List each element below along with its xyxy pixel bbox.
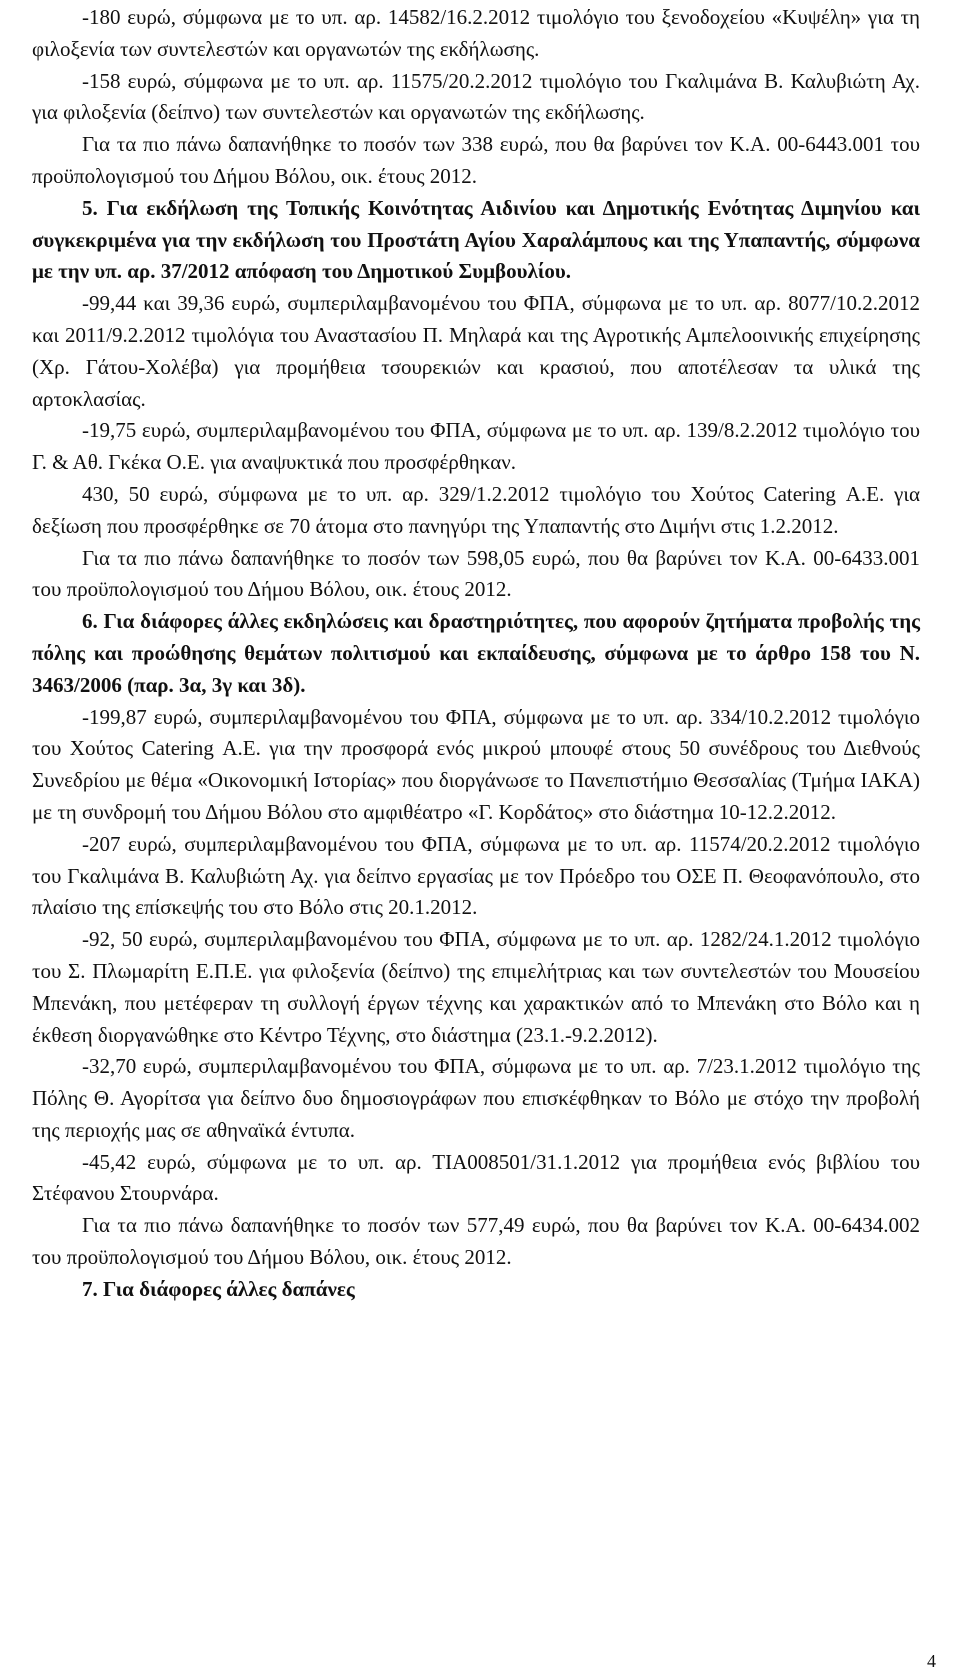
section-heading-5: 5. Για εκδήλωση της Τοπικής Κοινότητας Αιδινίου και Δημοτικής Ενότητας Διμηνίου και συγκεκριμένα για την εκδήλωση του Προστάτη Αγίου Χαραλάμπους και της Υπαπαντής, σύμφωνα με την υπ. αρ. 37/2012 απόφαση του Δημοτικού Συμβουλίου. — [32, 195, 920, 284]
paragraph-expense-benaki: -92, 50 ευρώ, συμπεριλαμβανομένου του ΦΠΑ, σύμφωνα με το υπ. αρ. 1282/24.1.2012 τιμολόγιο του Σ. Πλωμαρίτη Ε.Π.Ε. για φιλοξενία (δείπνο) της επιμελήτριας και των συντελεστών του Μουσείου Μπενάκη, που μετέφεραν τη συλλογή έργων τέχνης και χαρακτικών από το Μπενάκη στο Βόλο και η έκθεση διοργανώθηκε στο Κέντρο Τέχνης, στο διάστημα (23.1.-9.2.2012). — [32, 927, 920, 1047]
page-number: 4 — [927, 1651, 936, 1671]
paragraph-expense-ose-dinner: -207 ευρώ, συμπεριλαμβανομένου του ΦΠΑ, σύμφωνα με το υπ. αρ. 11574/20.2.2012 τιμολόγιο του Γκαλιμάνα Β. Καλυβιώτη Αχ. για δείπνο εργασίας με τον Πρόεδρο του ΟΣΕ Π. Θεοφανόπουλο, στο πλαίσιο της επίσκεψής του στο Βόλο στις 20.1.2012. — [32, 831, 920, 920]
paragraph-total-577: Για τα πιο πάνω δαπανήθηκε το ποσόν των 577,49 ευρώ, που θα βαρύνει τον Κ.Α. 00-6434.002 του προϋπολογισμού του Δήμου Βόλου, οικ. έτους 2012. — [32, 1213, 920, 1270]
paragraph-expense-choutos-catering: 430, 50 ευρώ, σύμφωνα με το υπ. αρ. 329/1.2.2012 τιμολόγιο του Χούτος Catering Α.Ε. για δεξίωση που προσφέρθηκε σε 70 άτομα στο πανηγύρι της Υπαπαντής στο Διμήνι στις 1.2.2012. — [32, 481, 920, 538]
paragraph-expense-milaras: -99,44 και 39,36 ευρώ, συμπεριλαμβανομένου του ΦΠΑ, σύμφωνα με το υπ. αρ. 8077/10.2.2012 και 2011/9.2.2012 τιμολόγια του Αναστασίου Π. Μηλαρά και της Αγροτικής Αμπελοοινικής επιχείρησης (Χρ. Γάτου-Χολέβα) για προμήθεια τσουρεκιών και κρασιού, που αποτέλεσαν τα υλικά της αρτοκλασίας. — [32, 291, 920, 411]
paragraph-total-338: Για τα πιο πάνω δαπανήθηκε το ποσόν των 338 ευρώ, που θα βαρύνει τον Κ.Α. 00-6443.001 του προϋπολογισμού του Δήμου Βόλου, οικ. έτους 2012. — [32, 132, 920, 188]
paragraph-expense-book: -45,42 ευρώ, σύμφωνα με το υπ. αρ. ΤΙΑ008501/31.1.2012 για προμήθεια ενός βιβλίου του Στέφανου Στουρνάρα. — [32, 1149, 920, 1206]
paragraph-expense-kypseli: -180 ευρώ, σύμφωνα με το υπ. αρ. 14582/16.2.2012 τιμολόγιο του ξενοδοχείου «Κυψέλη» για τη φιλοξενία των συντελεστών και οργανωτών της εκδήλωσης. — [32, 5, 920, 61]
section-heading-6: 6. Για διάφορες άλλες εκδηλώσεις και δραστηριότητες, που αφορούν ζητήματα προβολής της πόλης και προώθησης θεμάτων πολιτισμού και εκπαίδευσης, σύμφωνα με το άρθρο 158 του Ν. 3463/2006 (παρ. 3α, 3γ και 3δ). — [32, 609, 920, 697]
paragraph-expense-journalists: -32,70 ευρώ, συμπεριλαμβανομένου του ΦΠΑ, σύμφωνα με το υπ. αρ. 7/23.1.2012 τιμολόγιο της Πόλης Θ. Αγορίτσα για δείπνο δυο δημοσιογράφων που επισκέφθηκαν το Βόλο με στόχο την προβολή της περιοχής μας σε αθηναϊκά έντυπα. — [32, 1054, 920, 1142]
paragraph-total-598: Για τα πιο πάνω δαπανήθηκε το ποσόν των 598,05 ευρώ, που θα βαρύνει τον Κ.Α. 00-6433.001 του προϋπολογισμού του Δήμου Βόλου, οικ. έτους 2012. — [32, 545, 920, 602]
paragraph-expense-conference-buffet: -199,87 ευρώ, συμπεριλαμβανομένου του ΦΠΑ, σύμφωνα με το υπ. αρ. 334/10.2.2012 τιμολόγιο του Χούτος Catering Α.Ε. για την προσφορά ενός μικρού μπουφέ στους 50 συνέδρους του Διεθνούς Συνεδρίου με θέμα «Οικονομική Ιστορίας» που διοργάνωσε το Πανεπιστήμιο Θεσσαλίας (Τμήμα ΙΑΚΑ) με τη συνδρομή του Δήμου Βόλου στο αμφιθέατρο «Γ. Κορδάτος» στο διάστημα 10-12.2.2012. — [32, 704, 920, 824]
section-heading-7: 7. Για διάφορες άλλες δαπάνες — [82, 1276, 355, 1301]
document-body — [32, 2, 920, 1306]
paragraph-expense-gkekas: -19,75 ευρώ, συμπεριλαμβανομένου του ΦΠΑ, σύμφωνα με το υπ. αρ. 139/8.2.2012 τιμολόγιο του Γ. & Αθ. Γκέκα Ο.Ε. για αναψυκτικά που προσφέρθηκαν. — [32, 418, 920, 475]
paragraph-expense-galimanas: -158 ευρώ, σύμφωνα με το υπ. αρ. 11575/20.2.2012 τιμολόγιο του Γκαλιμάνα Β. Καλυβιώτη Αχ. για φιλοξενία (δείπνο) των συντελεστών και οργανωτών της εκδήλωσης. — [32, 68, 920, 125]
